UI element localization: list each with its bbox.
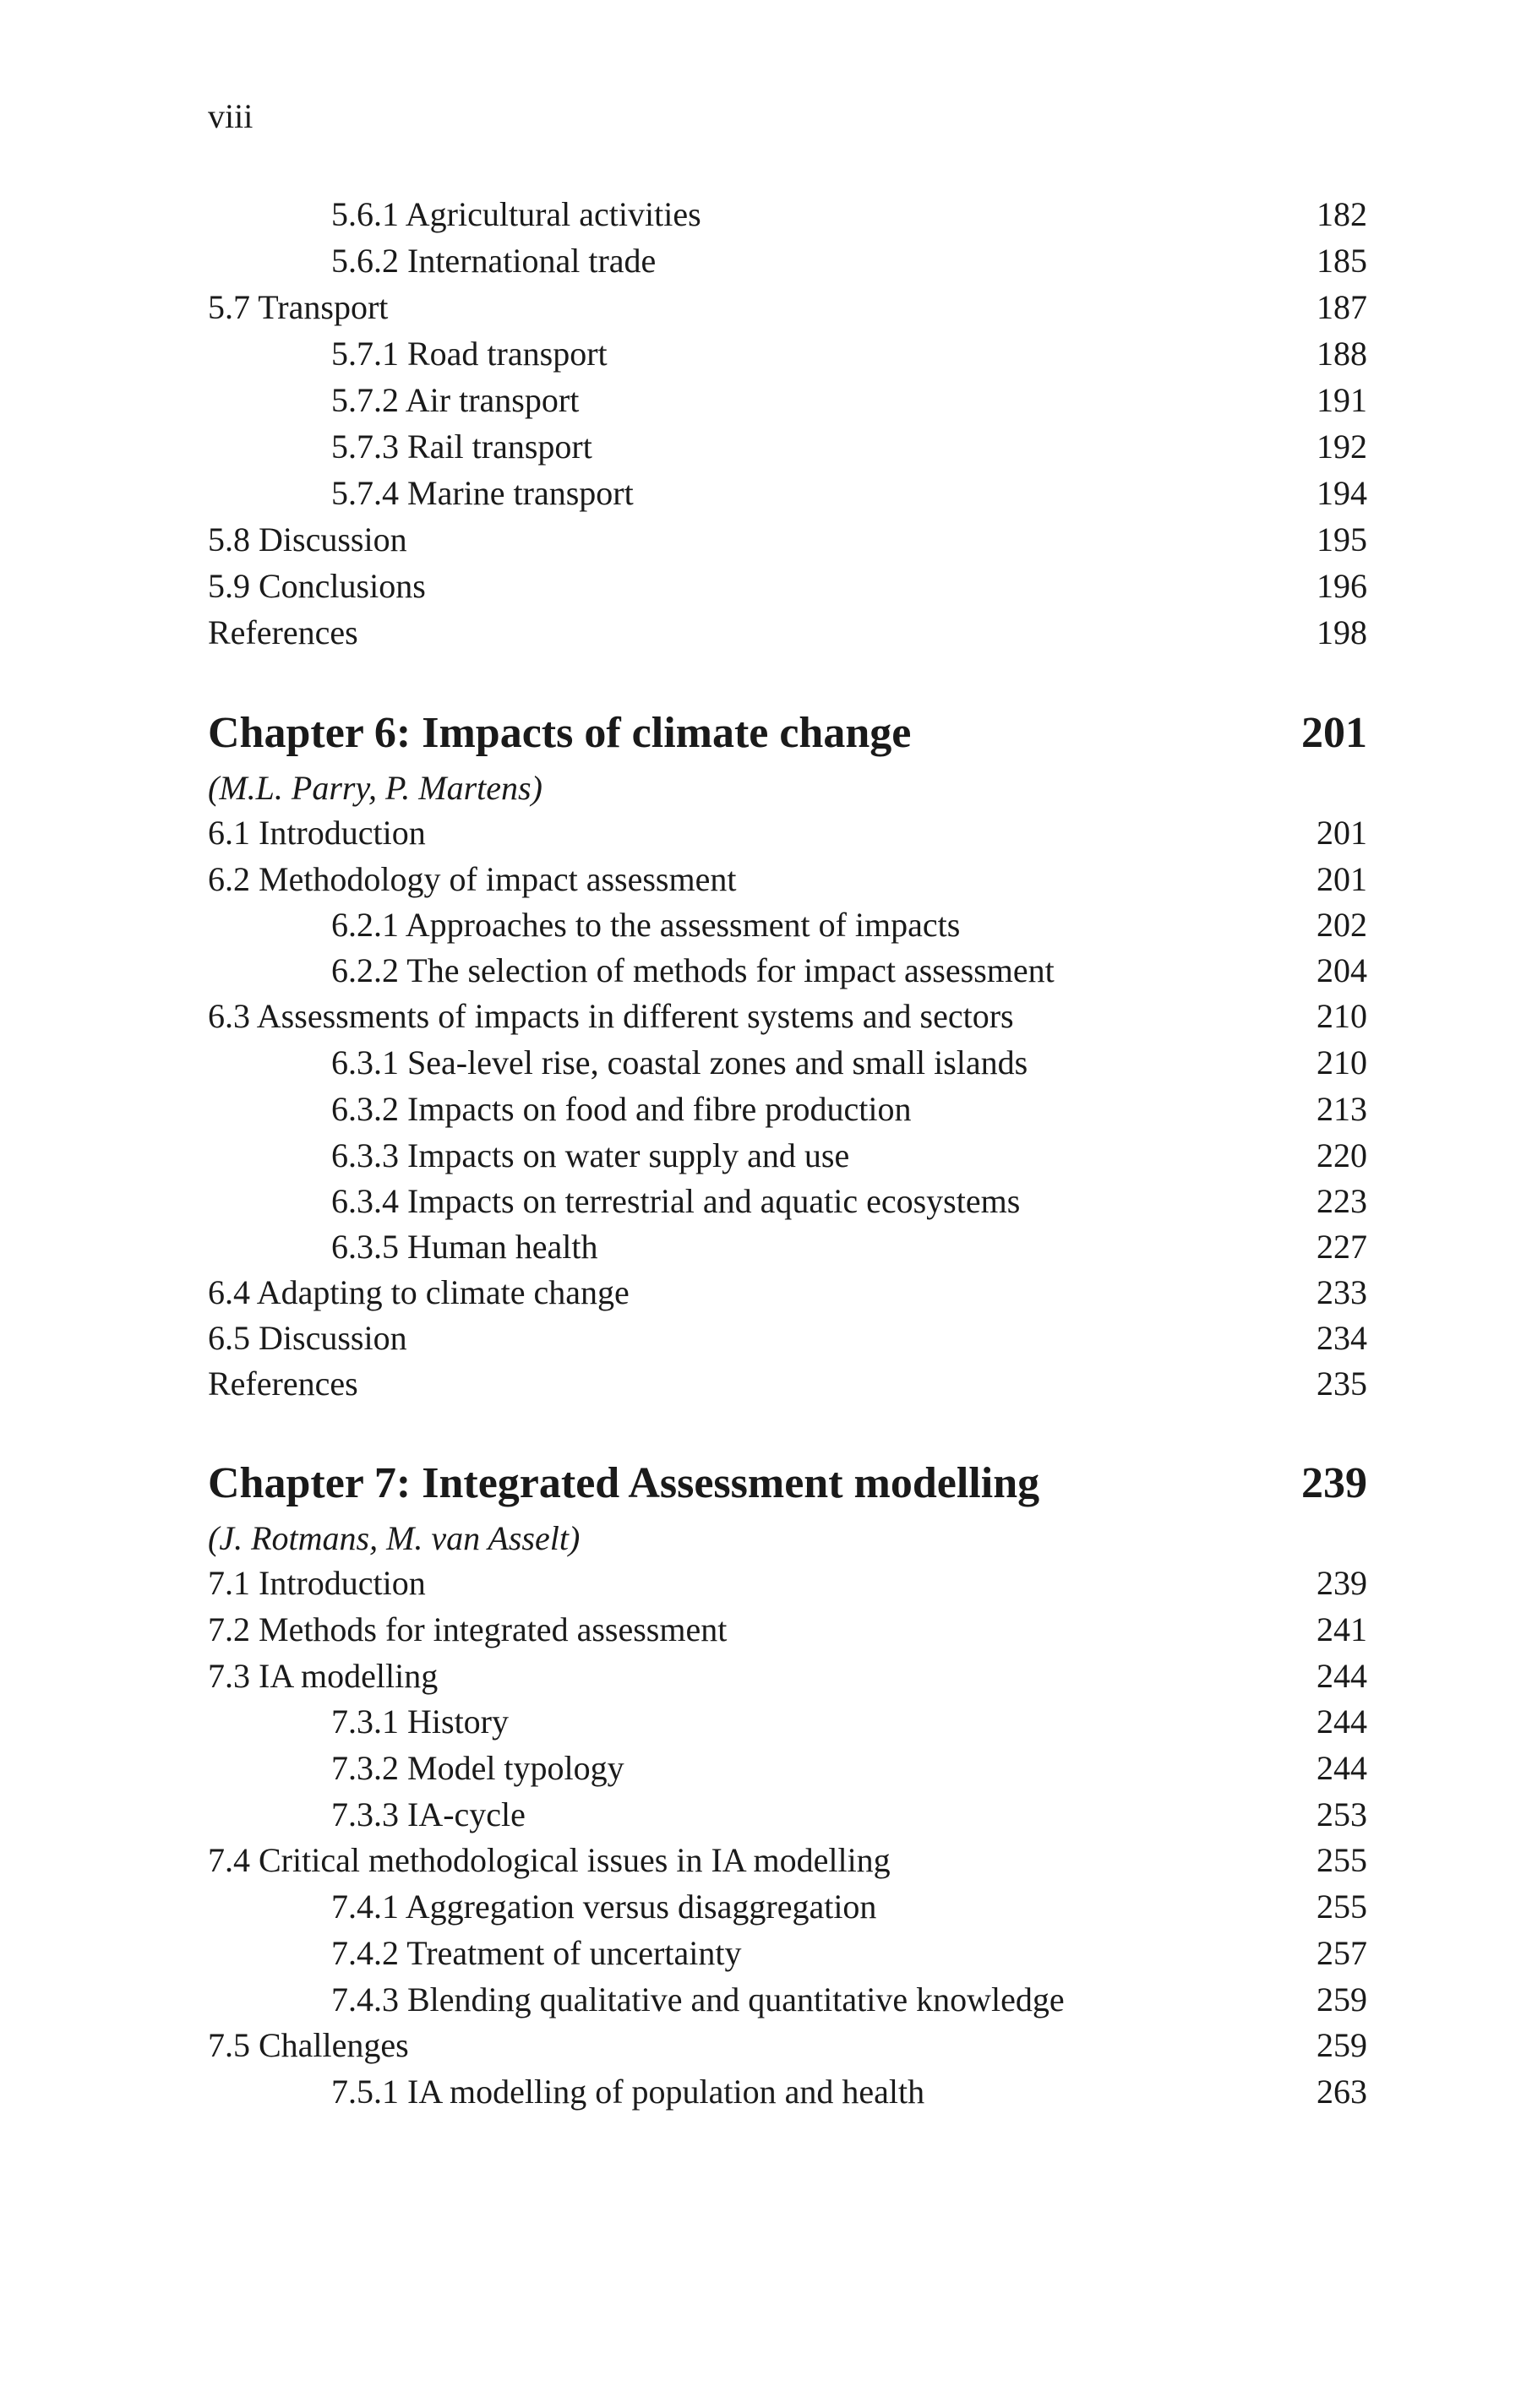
- toc-entry-page: 263: [1317, 2073, 1367, 2111]
- chapter-heading: [208, 711, 1367, 755]
- toc-entry: [208, 860, 1367, 898]
- toc-entry: [208, 520, 1367, 558]
- toc-entry-title: 6.3.1 Sea-level rise, coastal zones and small islands: [331, 1043, 1028, 1081]
- toc-entry: [331, 1795, 1367, 1833]
- toc-entry-title: References: [208, 613, 358, 651]
- toc-entry-page: 255: [1317, 1888, 1367, 1926]
- chapter-heading: [208, 1459, 1367, 1507]
- toc-entry: [331, 1182, 1367, 1220]
- toc-entry-title: 6.3.4 Impacts on terrestrial and aquatic ecosystems: [331, 1182, 1021, 1220]
- toc-entry: [208, 1367, 1367, 1401]
- toc-entry-title: 6.2 Methodology of impact assessment: [208, 860, 737, 898]
- toc-entry-title: 7.4.3 Blending qualitative and quantitative knowledge: [331, 1980, 1065, 2018]
- toc-entry-page: 204: [1317, 951, 1367, 989]
- chapter-page: 239: [1301, 1459, 1367, 1507]
- toc-entry-title: 7.4 Critical methodological issues in IA modelling: [208, 1841, 891, 1879]
- toc-entry-page: 239: [1317, 1564, 1367, 1602]
- toc-entry-page: 235: [1317, 1365, 1367, 1403]
- toc-entry-title: 7.3.2 Model typology: [331, 1749, 624, 1787]
- toc-entry-page: 191: [1317, 381, 1367, 419]
- toc-entry-title: 7.5.1 IA modelling of population and health: [331, 2073, 925, 2111]
- toc-entry-page: 244: [1317, 1749, 1367, 1787]
- toc-entry-title: 5.7.3 Rail transport: [331, 428, 592, 466]
- toc-entry: [208, 1273, 1367, 1311]
- chapter-authors: (M.L. Parry, P. Martens): [208, 769, 542, 807]
- chapter-authors: (J. Rotmans, M. van Asselt): [208, 1519, 581, 1557]
- toc-entry-title: 7.2 Methods for integrated assessment: [208, 1610, 728, 1648]
- toc-entry-page: 244: [1317, 1702, 1367, 1741]
- toc-entry-page: 192: [1317, 428, 1367, 466]
- toc-entry-title: 5.7.2 Air transport: [331, 381, 580, 419]
- toc-entry-title: 7.4.1 Aggregation versus disaggregation: [331, 1888, 877, 1926]
- toc-entry-title: 6.3.2 Impacts on food and fibre production: [331, 1090, 912, 1128]
- toc-entry-title: 6.1 Introduction: [208, 814, 426, 852]
- toc-entry-title: 7.4.2 Treatment of uncertainty: [331, 1934, 742, 1972]
- toc-entry-page: 244: [1317, 1657, 1367, 1695]
- toc-entry-page: 213: [1317, 1090, 1367, 1128]
- toc-entry: [331, 430, 1367, 464]
- toc-entry-title: 7.3.3 IA-cycle: [331, 1795, 526, 1833]
- toc-entry-title: 6.3 Assessments of impacts in different systems and sectors: [208, 997, 1014, 1035]
- toc-entry-page: 259: [1317, 2026, 1367, 2064]
- toc-entry-page: 198: [1317, 613, 1367, 651]
- toc-entry: [208, 1566, 1367, 1600]
- toc-entry-title: 7.3 IA modelling: [208, 1657, 439, 1695]
- toc-entry-title: 5.6.2 International trade: [331, 242, 657, 280]
- toc-entry-page: 194: [1317, 474, 1367, 512]
- toc-entry-title: 6.3.5 Human health: [331, 1228, 598, 1266]
- toc-entry-page: 220: [1317, 1136, 1367, 1174]
- toc-entry-page: 185: [1317, 242, 1367, 280]
- toc-entry: [208, 1841, 1367, 1879]
- toc-entry: [208, 2026, 1367, 2064]
- toc-entry-page: 241: [1317, 1610, 1367, 1648]
- toc-entry-title: 5.9 Conclusions: [208, 567, 426, 605]
- toc-entry-page: 210: [1317, 1043, 1367, 1081]
- chapter-page: 201: [1301, 709, 1367, 757]
- toc-entry-title: 6.3.3 Impacts on water supply and use: [331, 1136, 850, 1174]
- toc-entry-title: 5.7.4 Marine transport: [331, 474, 634, 512]
- toc-entry-page: 196: [1317, 567, 1367, 605]
- toc-entry-page: 227: [1317, 1228, 1367, 1266]
- toc-entry-page: 233: [1317, 1273, 1367, 1311]
- toc-entry: [208, 997, 1367, 1035]
- toc-entry-title: 5.7.1 Road transport: [331, 335, 608, 373]
- toc-entry: [331, 381, 1367, 419]
- toc-entry: [331, 908, 1367, 942]
- toc-entry-page: 182: [1317, 195, 1367, 233]
- toc-entry-title: References: [208, 1365, 358, 1403]
- toc-entry: [331, 951, 1367, 989]
- toc-entry: [208, 1610, 1367, 1648]
- toc-entry-page: 210: [1317, 997, 1367, 1035]
- toc-entry-page: 201: [1317, 860, 1367, 898]
- toc-entry-title: 5.6.1 Agricultural activities: [331, 195, 701, 233]
- toc-entry: [331, 195, 1367, 233]
- toc-entry-page: 255: [1317, 1841, 1367, 1879]
- toc-entry-page: 259: [1317, 1980, 1367, 2018]
- toc-entry-title: 7.1 Introduction: [208, 1564, 426, 1602]
- toc-entry: [208, 1321, 1367, 1355]
- toc-entry-title: 6.2.2 The selection of methods for impact assessment: [331, 951, 1055, 989]
- toc-entry-title: 7.5 Challenges: [208, 2026, 409, 2064]
- toc-entry: [331, 1043, 1367, 1081]
- toc-entry: [331, 1092, 1367, 1126]
- toc-entry: [331, 1890, 1367, 1924]
- toc-entry-title: 5.8 Discussion: [208, 520, 407, 558]
- toc-entry: [331, 1136, 1367, 1174]
- toc-entry: [331, 1702, 1367, 1741]
- toc-entry: [331, 244, 1367, 278]
- toc-entry-page: 195: [1317, 520, 1367, 558]
- toc-entry: [208, 613, 1367, 651]
- toc-entry-page: 188: [1317, 335, 1367, 373]
- page-number: viii: [208, 97, 254, 135]
- toc-entry: [208, 288, 1367, 326]
- toc-entry: [208, 816, 1367, 850]
- toc-entry-title: 7.3.1 History: [331, 1702, 509, 1741]
- chapter-title: Chapter 7: Integrated Assessment modelling: [208, 1459, 1040, 1507]
- toc-entry: [331, 1980, 1367, 2018]
- toc-entry-page: 223: [1317, 1182, 1367, 1220]
- toc-entry-title: 5.7 Transport: [208, 288, 389, 326]
- toc-entry-page: 202: [1317, 906, 1367, 944]
- toc-entry: [331, 337, 1367, 371]
- toc-entry: [331, 1230, 1367, 1264]
- toc-entry-title: 6.4 Adapting to climate change: [208, 1273, 630, 1311]
- toc-entry: [331, 1934, 1367, 1972]
- toc-entry-page: 234: [1317, 1319, 1367, 1357]
- toc-entry-page: 257: [1317, 1934, 1367, 1972]
- toc-entry: [331, 2075, 1367, 2109]
- toc-entry: [208, 1659, 1367, 1693]
- toc-entry-title: 6.2.1 Approaches to the assessment of impacts: [331, 906, 961, 944]
- toc-entry: [331, 474, 1367, 512]
- chapter-title: Chapter 6: Impacts of climate change: [208, 709, 912, 757]
- toc-entry: [331, 1749, 1367, 1787]
- toc-entry-page: 187: [1317, 288, 1367, 326]
- toc-entry-title: 6.5 Discussion: [208, 1319, 407, 1357]
- toc-entry-page: 253: [1317, 1795, 1367, 1833]
- toc-entry: [208, 569, 1367, 603]
- toc-entry-page: 201: [1317, 814, 1367, 852]
